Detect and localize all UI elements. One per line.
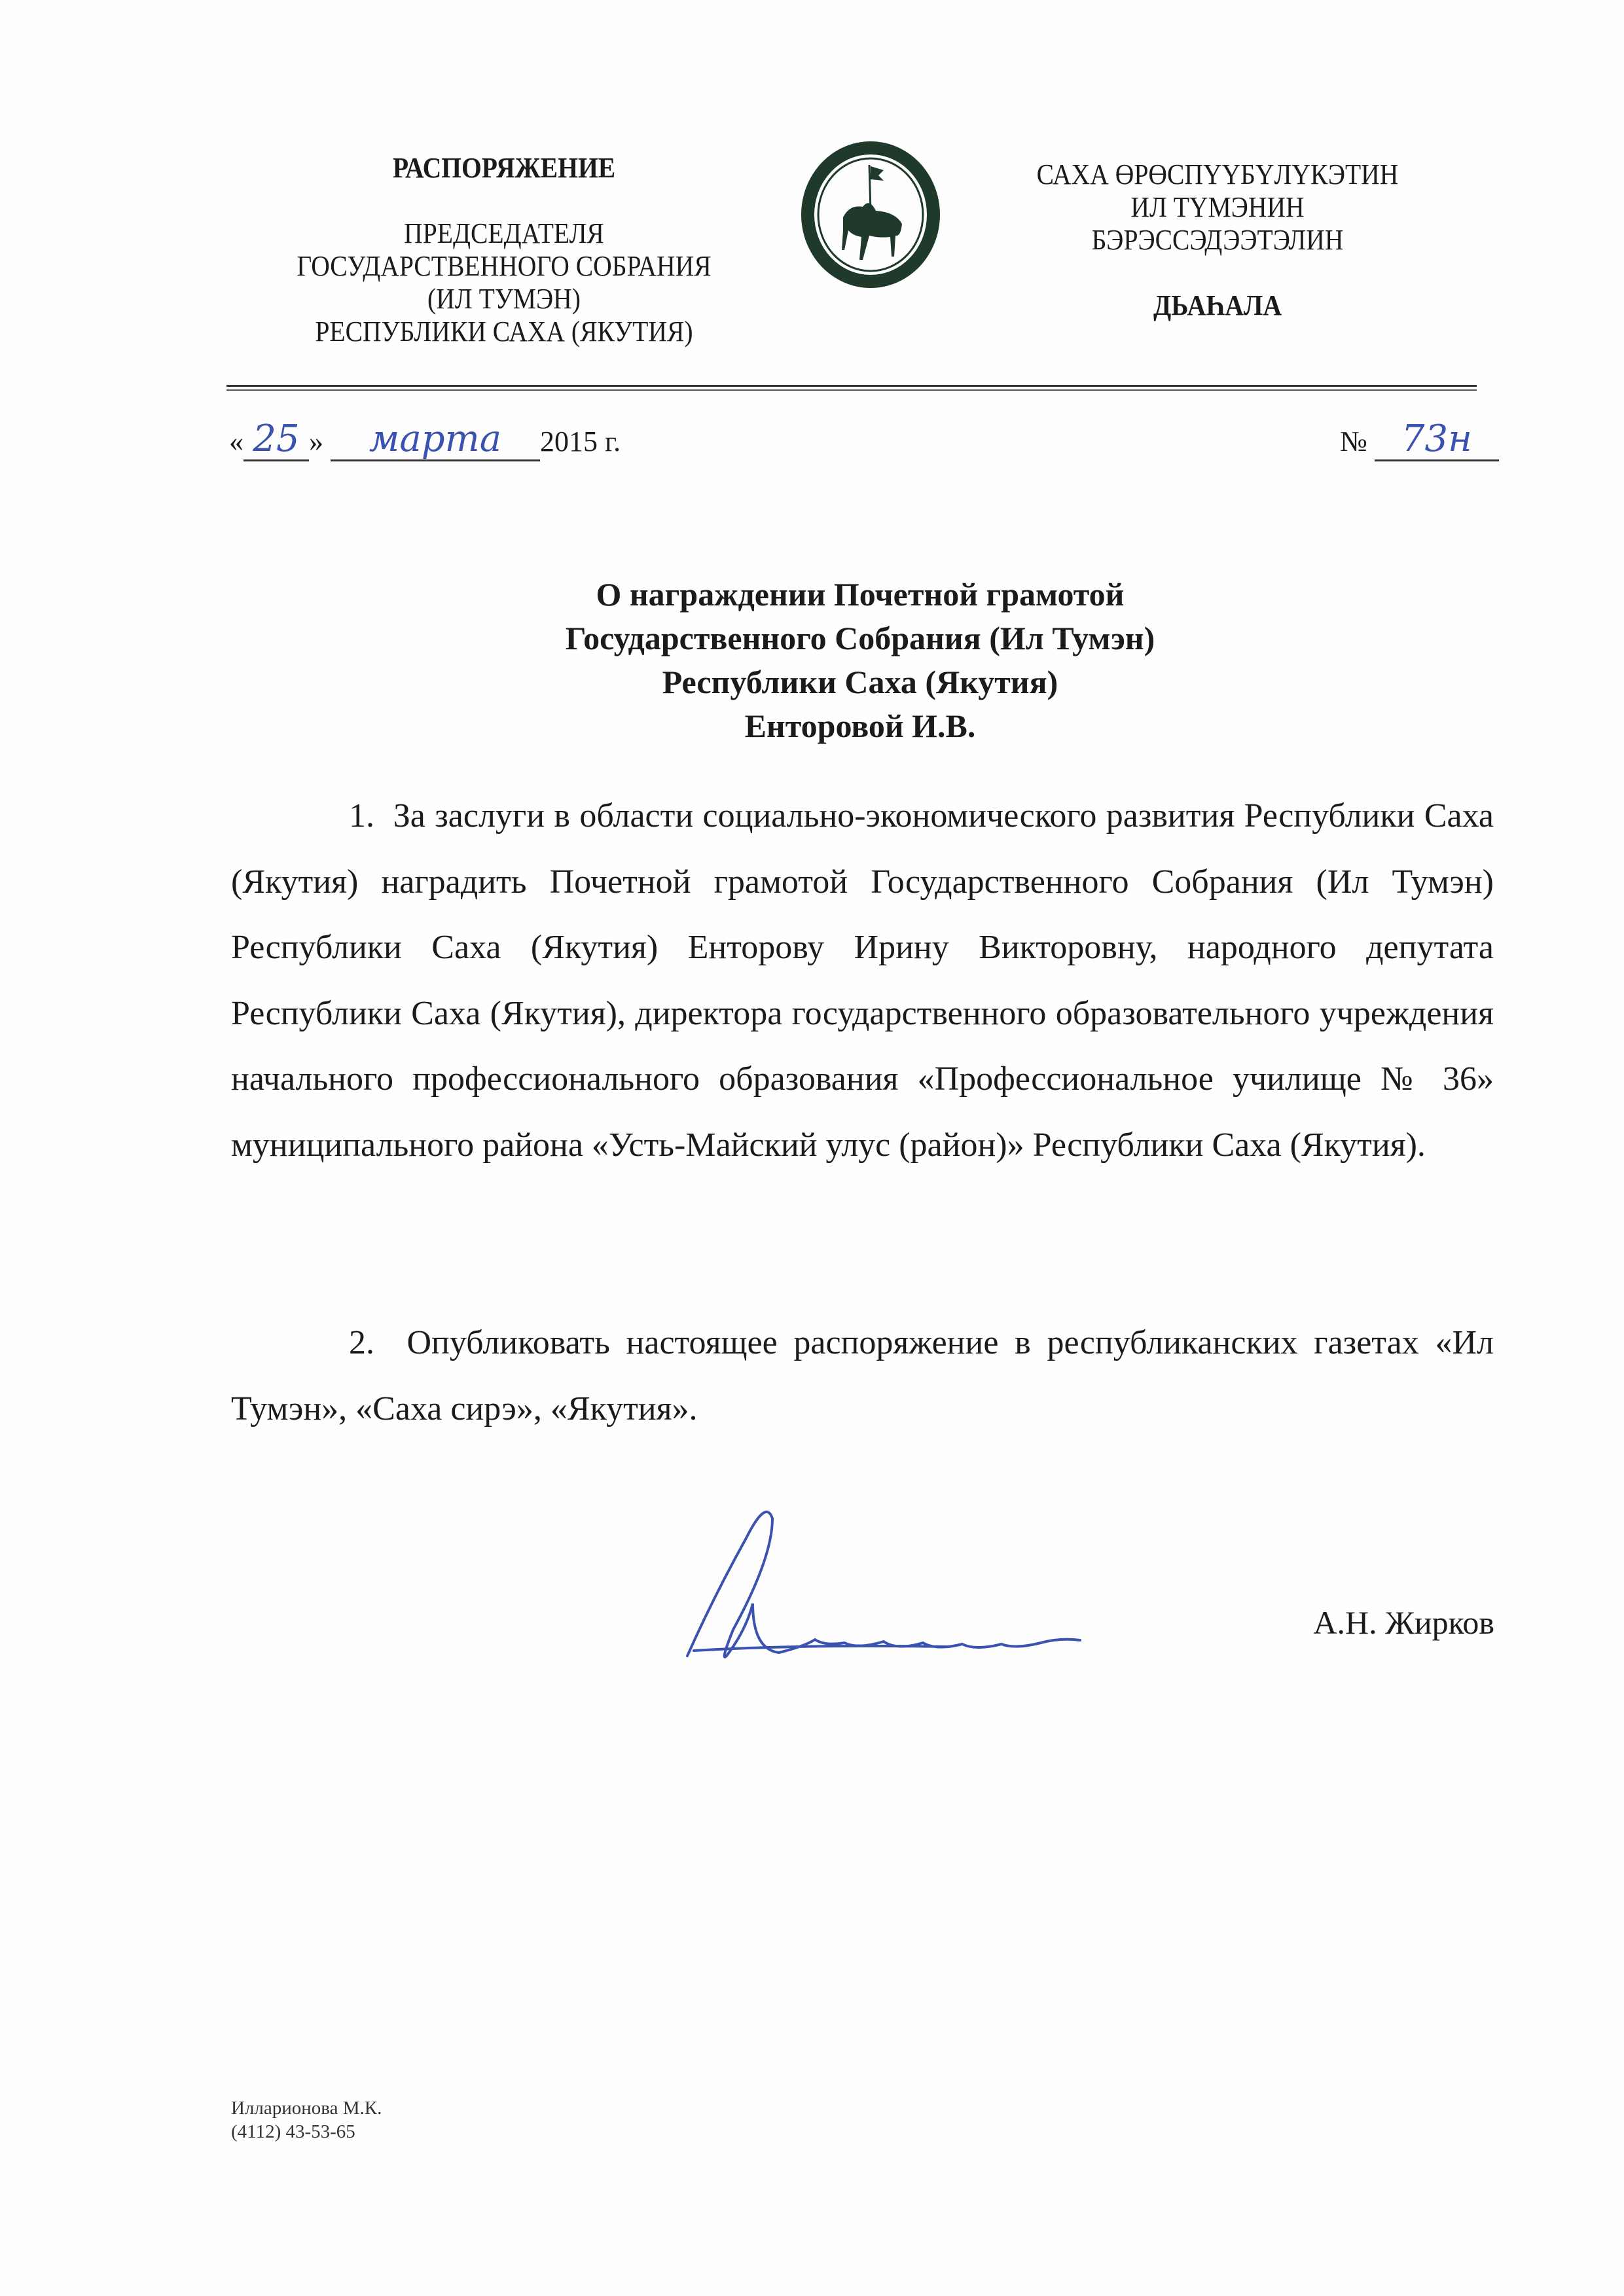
paragraph-text: 1. За заслуги в области социально-экономического развития Республики Саха (Якутия) наградить Почетной грамотой Государственного Собрания (Ил Тумэн) Республики Саха (Якутия) Енторову Ирину Викторовну, народного депутата Республики Саха (Якутия), директора государственного образовательного учреждения начального профессионального образования «Профессиональное училище № 36» муниципального района «Усть-Майский улус (район)» Республики Саха (Якутия). [231,797,1494,1164]
executor-phone: (4112) 43-53-65 [231,2121,355,2142]
title-line: Енторовой И.В. [744,708,976,744]
header-left-line: ПРЕДСЕДАТЕЛЯ [404,217,604,249]
header-left-line: (ИЛ ТУМЭН) [427,283,581,315]
document-title [226,573,1494,748]
footer-contact [231,2096,382,2144]
date-close-quote: » [309,425,323,457]
executor-name: Илларионова М.К. [231,2098,382,2119]
date-open-quote: « [229,425,244,457]
header-left [245,152,763,348]
date-month: марта [331,419,540,461]
body-paragraph-1 [231,783,1494,1178]
title-line: О награждении Почетной грамотой [596,576,1125,613]
paragraph-text: 2. Опубликовать настоящее распоряжение в республиканских газетах «Ил Тумэн», «Саха сирэ», «Якутия». [231,1324,1494,1427]
number-value: 73н [1375,419,1499,461]
header-divider [226,385,1477,391]
doc-type-sakha: ДЬАҺАЛА [1153,289,1282,321]
header-left-line: ГОСУДАРСТВЕННОГО СОБРАНИЯ [297,250,712,282]
title-line: Республики Саха (Якутия) [662,664,1058,700]
header-left-line: РЕСПУБЛИКИ САХА (ЯКУТИЯ) [315,315,693,348]
signature-icon [674,1499,1093,1676]
title-line: Государственного Собрания (Ил Тумэн) [565,620,1155,656]
date-year: 2015 г. [540,425,621,457]
emblem-icon [797,139,944,291]
header-right-line: ИЛ ТҮМЭНИН [1130,191,1305,223]
body-paragraph-2 [231,1310,1494,1442]
doc-type-ru: РАСПОРЯЖЕНИЕ [392,152,616,184]
doc-number [1340,419,1499,461]
date-day: 25 [244,419,309,461]
number-label: № [1340,425,1367,457]
signer-name: А.Н. Жирков [1313,1604,1494,1641]
header-right-line: БЭРЭССЭДЭЭТЭЛИН [1091,224,1344,256]
header-right [970,158,1465,322]
date-number-line [229,419,1499,465]
header-right-line: САХА ӨРӨСПҮҮБҮЛҮКЭТИН [1036,158,1399,190]
